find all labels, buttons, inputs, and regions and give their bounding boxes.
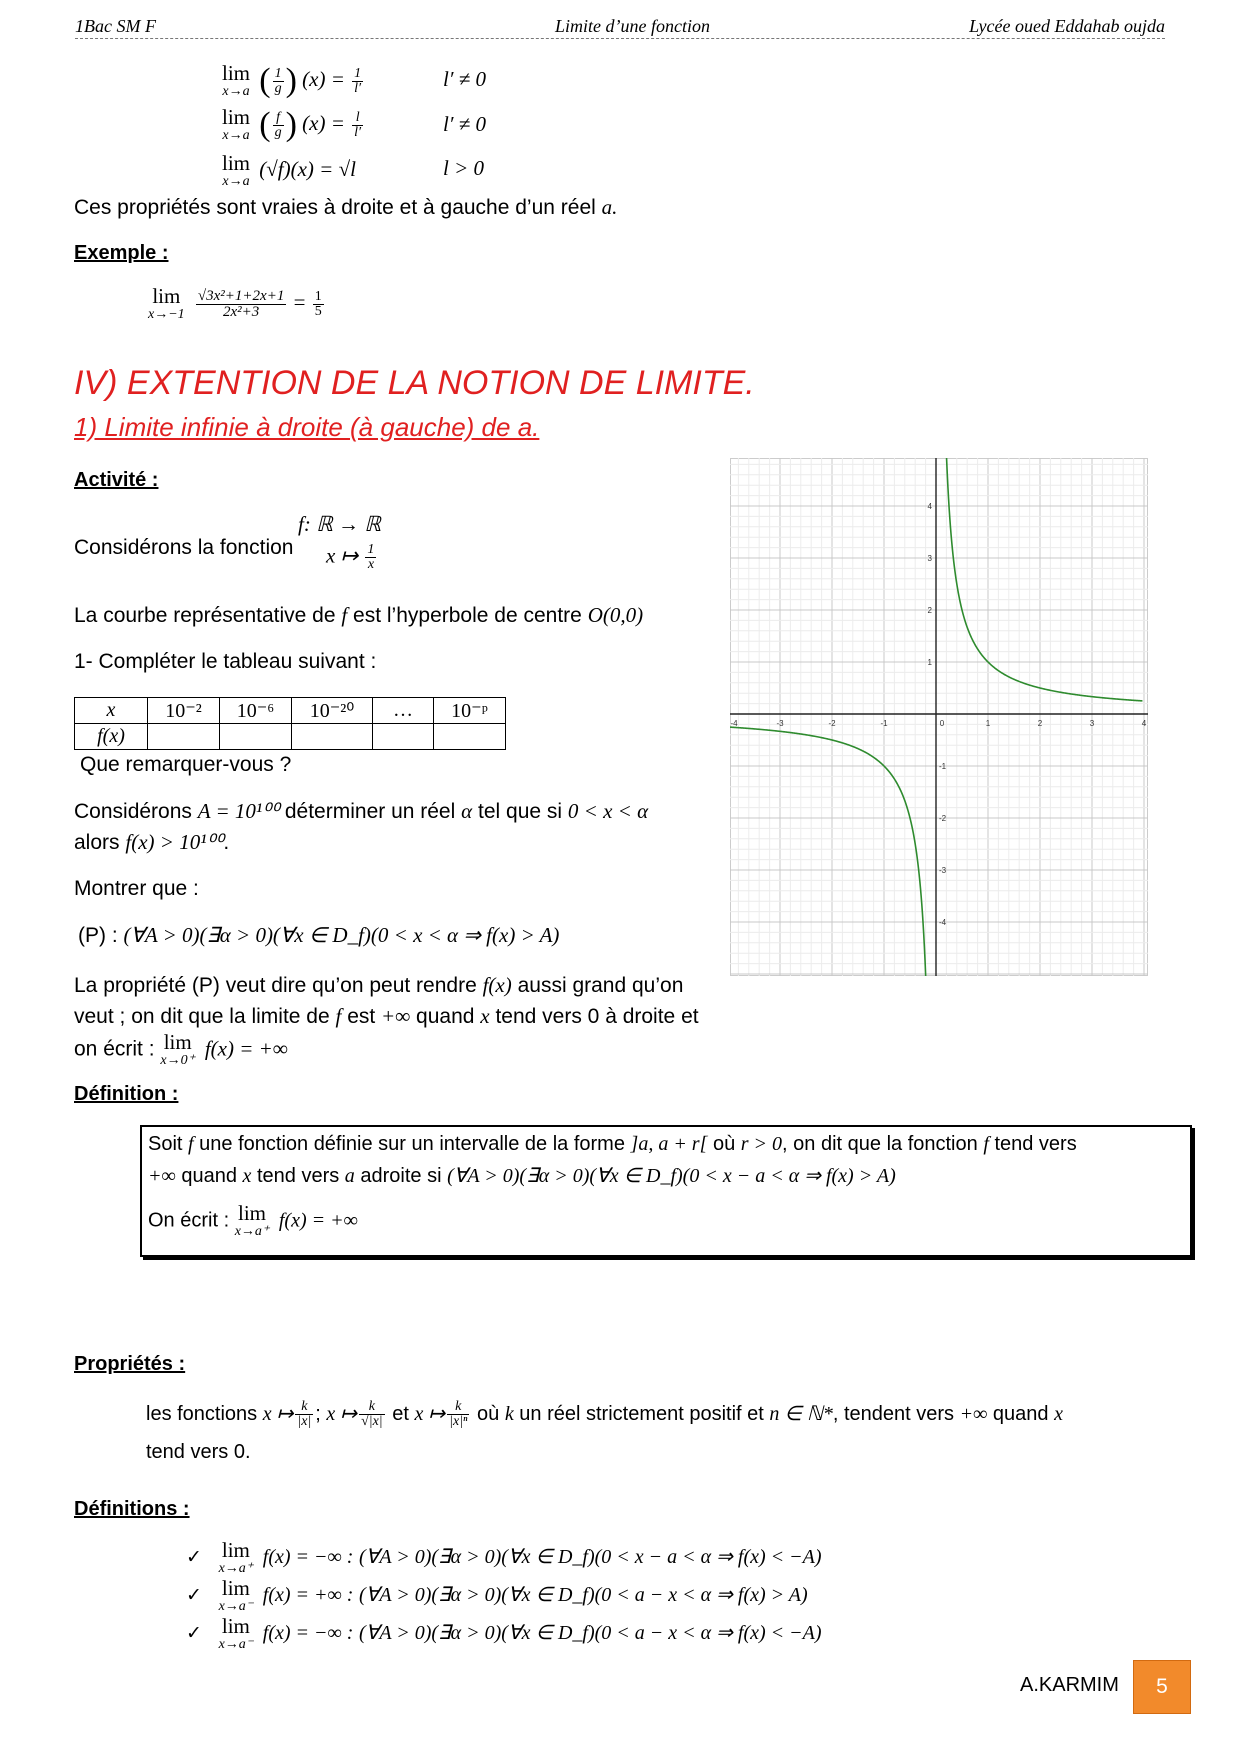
proprietes-text: les fonctions x ↦ $\frac{k}{|x|}$ ; x ↦ $\frac{k}{√|x|}$ et x ↦ $\frac{k}{\text{|x|ⁿ}}$ où k un réel strictement positif et n ∈ ℕ*, tendent vers +∞ quand x tend vers 0. — [146, 1399, 1063, 1463]
x-tick-label: -2 — [828, 719, 836, 728]
page-header — [75, 16, 1165, 39]
table-cell[interactable] — [148, 724, 220, 750]
courbe-text: La courbe représentative de f est l’hyperbole de centre O(0,0) — [74, 603, 644, 627]
graph-axes — [730, 458, 1148, 976]
alors-line: alors f(x) > 10¹⁰⁰. — [74, 830, 230, 854]
question-1: 1- Compléter le tableau suivant : — [74, 650, 377, 673]
x-tick-label: 4 — [1141, 719, 1147, 728]
considerons-text: Considérons la fonction — [74, 536, 294, 559]
list-item: ✓ lim x→a⁻ f(x) = +∞ : (∀A > 0)(∃α > 0)(∀x ∈ D_f)(0 < a − x < α ⇒ f(x) > A) — [186, 1575, 808, 1614]
check-icon: ✓ — [186, 1622, 202, 1644]
check-icon: ✓ — [186, 1584, 202, 1606]
y-tick-label: -1 — [939, 762, 947, 771]
cond-2: l′ ≠ 0 — [443, 112, 486, 136]
y-tick-label: -3 — [939, 866, 947, 875]
func-def-line1: f: ℝ → ℝ — [298, 512, 381, 536]
graph-grid — [730, 458, 1148, 976]
def-line-3: On écrit : lim x→a⁺ f(x) = +∞ — [148, 1201, 358, 1239]
func-def-line2: x ↦ $\frac{1}{x}$ — [326, 542, 375, 572]
section-title: IV) EXTENTION DE LA NOTION DE LIMITE. — [74, 364, 755, 402]
page-number: 5 — [1133, 1660, 1191, 1714]
y-tick-label: -4 — [939, 918, 947, 927]
table-cell: 10⁻²⁰ — [292, 698, 373, 724]
x-tick-label: -4 — [730, 719, 738, 728]
x-tick-label: 1 — [985, 719, 991, 728]
definition-box — [140, 1125, 1192, 1257]
y-tick-label: -2 — [939, 814, 947, 823]
hyperbola-graph — [730, 458, 1148, 976]
considerons-A: Considérons A = 10¹⁰⁰ déterminer un réel α tel que si 0 < x < α — [74, 799, 649, 823]
footer-author: A.KARMIM — [1020, 1674, 1119, 1696]
activite-label: Activité : — [74, 469, 159, 491]
x-tick-label: -3 — [776, 719, 784, 728]
formula-inverse: lim x→a ( $\frac{1}{g}$ ) (x) = $\frac{1}{l'}$ — [222, 61, 362, 99]
props-note: Ces propriétés sont vraies à droite et à gauche d’un réel a. — [74, 195, 618, 219]
table-cell: 10⁻⁶ — [220, 698, 292, 724]
table-cell: f(x) — [75, 724, 148, 750]
header-title: Limite d’une fonction — [555, 16, 710, 36]
y-tick-label: 1 — [927, 658, 932, 667]
table-cell[interactable] — [220, 724, 292, 750]
montrer: Montrer que : — [74, 877, 199, 900]
table-row — [75, 724, 506, 750]
x-tick-label: 2 — [1037, 719, 1043, 728]
table-cell: … — [373, 698, 434, 724]
def-line-1: Soit f une fonction définie sur un intervalle de la forme ]a, a + r[ où r > 0, on dit que la fonction f tend vers — [148, 1133, 1077, 1155]
def-line-2: +∞ quand x tend vers a adroite si (∀A > 0)(∃α > 0)(∀x ∈ D_f)(0 < x − a < α ⇒ f(x) > A) — [148, 1165, 896, 1187]
header-class: 1Bac SM F — [75, 16, 156, 36]
table-cell: 10⁻ᵖ — [434, 698, 506, 724]
exemple-formula: lim x→−1 $\frac{\text{√3x²+1+2x+1}}{\text{2x²+3}}$ = $\frac{1}{5}$ — [148, 284, 322, 322]
header-school: Lycée oued Eddahab oujda — [969, 16, 1165, 36]
definitions-list — [186, 1538, 822, 1652]
formula-sqrt: lim x→a (√f)(x) = √l — [222, 151, 356, 189]
y-tick-label: 4 — [927, 502, 932, 511]
list-item: ✓ lim x→a⁻ f(x) = −∞ : (∀A > 0)(∃α > 0)(∀x ∈ D_f)(0 < a − x < α ⇒ f(x) < −A) — [186, 1613, 822, 1652]
exemple-label: Exemple : — [74, 242, 169, 264]
y-tick-label: 2 — [927, 606, 932, 615]
list-item: ✓ lim x→a⁺ f(x) = −∞ : (∀A > 0)(∃α > 0)(∀x ∈ D_f)(0 < x − a < α ⇒ f(x) < −A) — [186, 1537, 822, 1576]
property-P: (P) : (∀A > 0)(∃α > 0)(∀x ∈ D_f)(0 < x < α ⇒ f(x) > A) — [78, 923, 560, 947]
definitions-label: Définitions : — [74, 1498, 190, 1520]
values-table — [74, 697, 506, 750]
x-tick-label: 3 — [1089, 719, 1095, 728]
table-row — [75, 698, 506, 724]
y-tick-label: 3 — [927, 554, 932, 563]
formula-quotient: lim x→a ( $\frac{f}{g}$ ) (x) = $\frac{l}{l'}$ — [222, 105, 362, 143]
table-cell[interactable] — [292, 724, 373, 750]
proprietes-label: Propriétés : — [74, 1353, 186, 1375]
cond-1: l′ ≠ 0 — [443, 67, 486, 91]
check-icon: ✓ — [186, 1546, 202, 1568]
table-cell: x — [75, 698, 148, 724]
subsection-title: 1) Limite infinie à droite (à gauche) de a. — [74, 412, 540, 442]
property-explanation: La propriété (P) veut dire qu’on peut rendre f(x) aussi grand qu’on veut ; on dit que la limite de f est +∞ quand x tend vers 0 à droite et on écrit : lim x→0⁺ f(x) = +∞ — [74, 973, 699, 1068]
x-tick-label: -1 — [880, 719, 888, 728]
definition-label: Définition : — [74, 1083, 179, 1105]
table-cell: 10⁻² — [148, 698, 220, 724]
x-tick-label: 0 — [939, 719, 945, 728]
remarque: Que remarquer-vous ? — [80, 753, 292, 776]
table-cell[interactable] — [434, 724, 506, 750]
table-cell[interactable] — [373, 724, 434, 750]
cond-3: l > 0 — [443, 156, 485, 180]
